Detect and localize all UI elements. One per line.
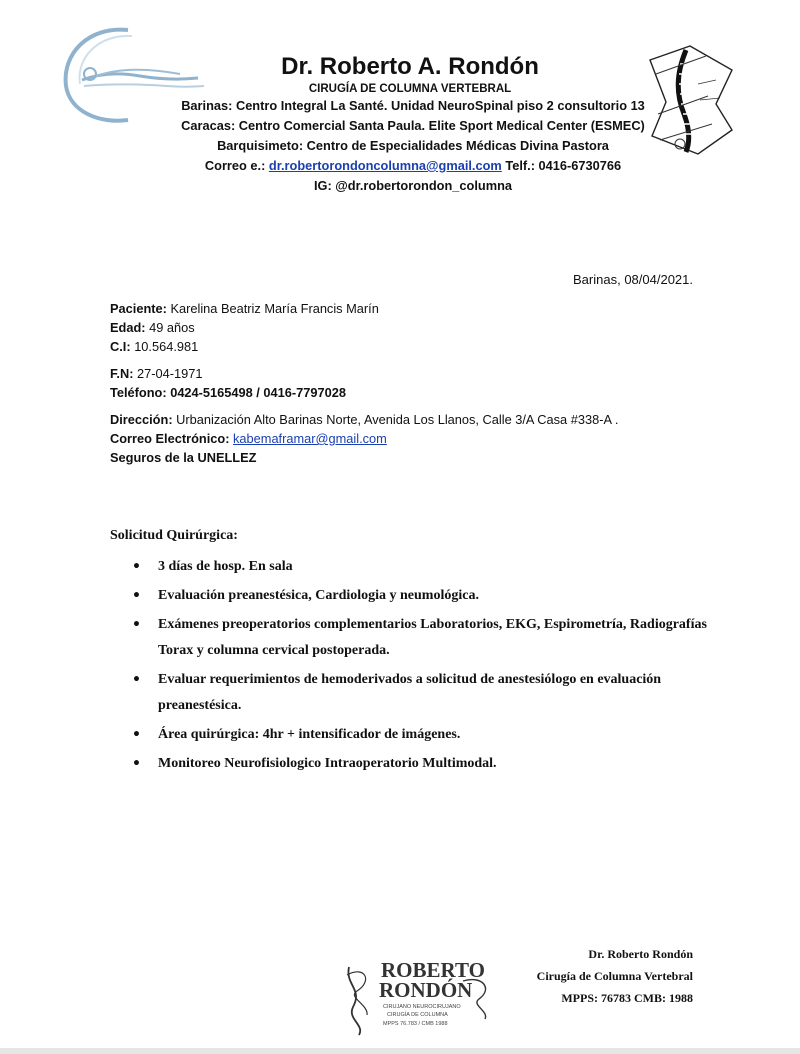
patient-phone-row xyxy=(110,383,730,402)
doctor-specialty: CIRUGÍA DE COLUMNA VERTEBRAL xyxy=(308,83,512,95)
list-item: • Exámenes preoperatorios complementarios Laboratorios, EKG, Espirometría, Radiografías Torax y columna cervical postoperada. xyxy=(110,612,710,664)
signature-title: Cirugía de Columna Vertebral xyxy=(536,969,693,983)
patient-phone-label: Teléfono: xyxy=(110,385,167,400)
patient-age: 49 años xyxy=(149,320,195,335)
list-item: • Evaluar requerimientos de hemoderivados a solicitud de anestesiólogo en evaluación preanestésica. xyxy=(110,667,710,719)
patient-id: 10.564.981 xyxy=(134,339,199,354)
doctor-email-link[interactable]: dr.robertorondoncolumna@gmail.com xyxy=(268,158,502,173)
patient-address-row xyxy=(110,410,730,429)
list-item: • 3 días de hosp. En sala xyxy=(110,554,710,580)
patient-email-label: Correo Electrónico: xyxy=(110,431,230,446)
patient-email-row xyxy=(110,429,730,448)
patient-address-label: Dirección: xyxy=(110,412,173,427)
contact-line xyxy=(26,156,800,176)
patient-birth-label: F.N: xyxy=(110,366,134,381)
patient-phone: 0424-5165498 / 0416-7797028 xyxy=(170,385,346,400)
letterhead-header xyxy=(0,52,800,196)
doctor-name: Dr. Roberto A. Rondón xyxy=(281,53,539,80)
patient-insurance xyxy=(110,448,730,467)
surgical-request xyxy=(110,526,710,780)
patient-birth: 27-04-1971 xyxy=(137,366,203,381)
signature-block xyxy=(537,943,693,1009)
instagram-handle: IG: @dr.robertorondon_columna xyxy=(313,178,513,193)
patient-id-row xyxy=(110,337,730,356)
patient-name-label: Paciente: xyxy=(110,301,167,316)
patient-name-row xyxy=(110,299,730,318)
stamp-line-1: ROBERTO xyxy=(381,958,485,982)
patient-email-link[interactable]: kabemaframar@gmail.com xyxy=(233,431,387,446)
email-label: Correo e.: xyxy=(204,158,266,173)
list-item: • Monitoreo Neurofisiologico Intraoperatorio Multimodal. xyxy=(110,751,710,777)
surgical-request-title: Solicitud Quirúrgica: xyxy=(110,528,238,543)
address-barquisimeto: Barquisimeto: Centro de Especialidades Médicas Divina Pastora xyxy=(217,138,609,153)
signature-name: Dr. Roberto Rondón xyxy=(588,947,693,961)
list-item: • Evaluación preanestésica, Cardiologia y neumológica. xyxy=(110,583,710,609)
patient-age-row xyxy=(110,318,730,337)
patient-address: Urbanización Alto Barinas Norte, Avenida Los Llanos, Calle 3/A Casa #338-A . xyxy=(176,412,619,427)
surgical-request-list xyxy=(110,554,710,777)
doctor-stamp-signature xyxy=(343,945,503,1040)
patient-age-label: Edad: xyxy=(110,320,146,335)
patient-id-label: C.I: xyxy=(110,339,131,354)
stamp-line-3: CIRUJANO NEUROCIRUJANO xyxy=(383,1004,461,1010)
patient-insurance-text: Seguros de la UNELLEZ xyxy=(110,450,257,465)
page-bottom-edge xyxy=(0,1048,800,1054)
stamp-line-2: RONDÓN xyxy=(379,978,473,1002)
patient-birth-row xyxy=(110,364,730,383)
signature-registration: MPPS: 76783 CMB: 1988 xyxy=(561,991,693,1005)
address-barinas: Barinas: Centro Integral La Santé. Unidad NeuroSpinal piso 2 consultorio 13 xyxy=(181,98,645,113)
doctor-phone: 0416-6730766 xyxy=(538,158,622,173)
address-caracas: Caracas: Centro Comercial Santa Paula. Elite Sport Medical Center (ESMEC) xyxy=(181,118,645,133)
stamp-line-4: CIRUGÍA DE COLUMNA xyxy=(387,1012,448,1018)
stamp-line-5: MPPS 76.783 / CMB 1988 xyxy=(383,1021,448,1027)
patient-name: Karelina Beatriz María Francis Marín xyxy=(170,301,379,316)
phone-label: Telf.: xyxy=(505,158,535,173)
list-item: • Área quirúrgica: 4hr + intensificador de imágenes. xyxy=(110,722,710,748)
patient-info xyxy=(110,299,730,467)
letter-date: Barinas, 08/04/2021. xyxy=(573,272,693,287)
